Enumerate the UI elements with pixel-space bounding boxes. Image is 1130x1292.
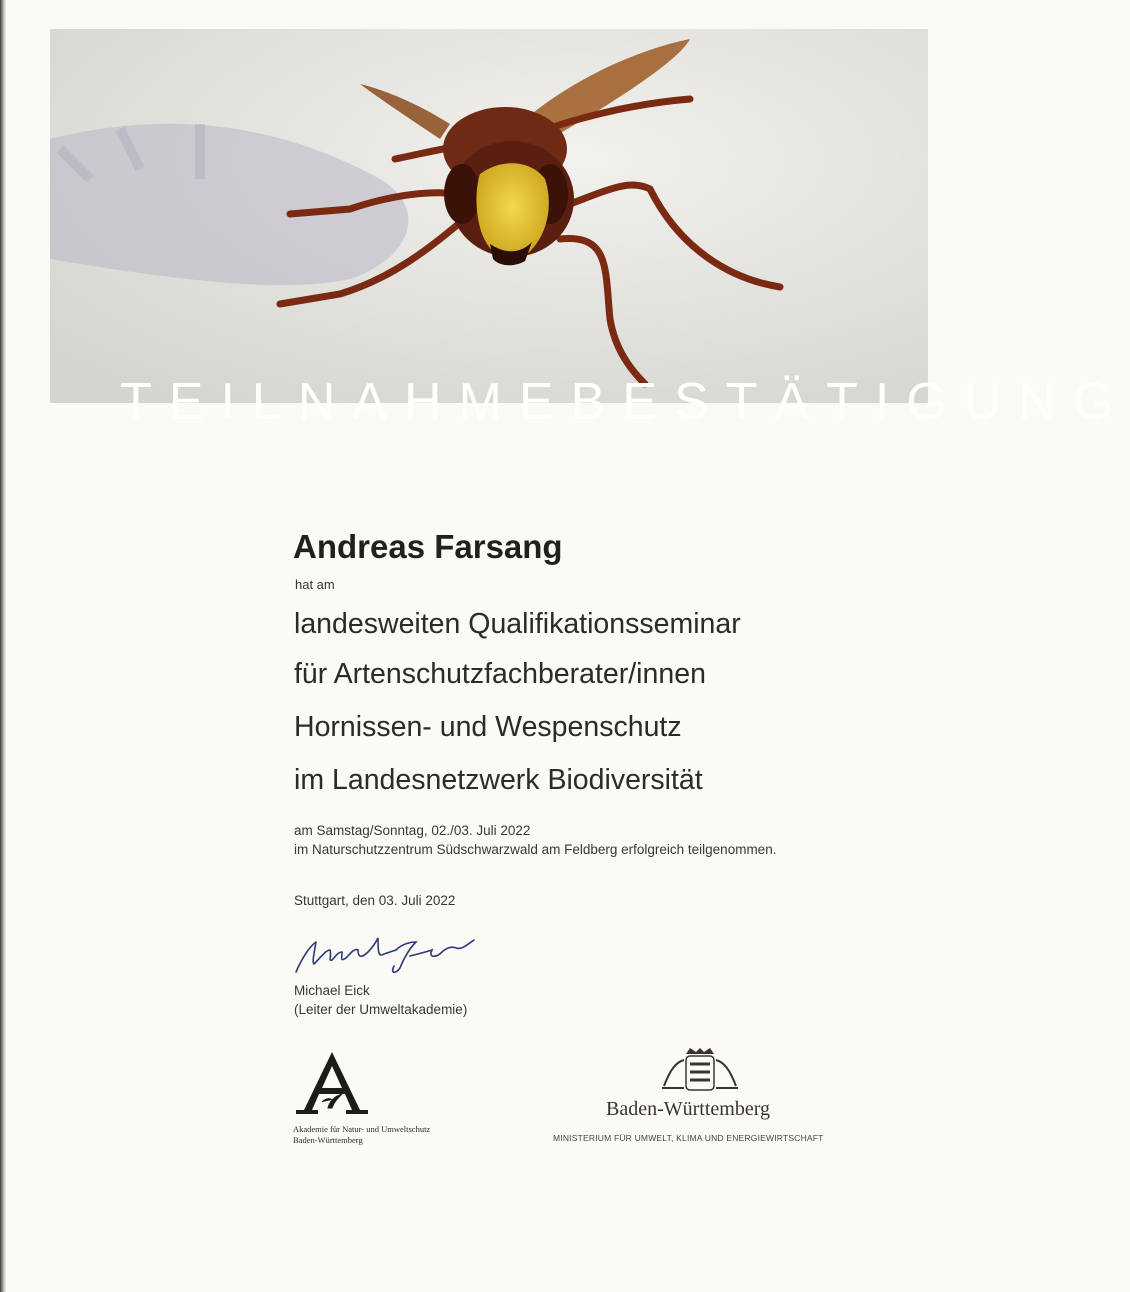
seminar-line-2: für Artenschutzfachberater/innen — [294, 658, 706, 690]
seminar-line-4: im Landesnetzwerk Biodiversität — [294, 764, 703, 796]
akademie-caption-line1: Akademie für Natur- und Umweltschutz — [293, 1124, 431, 1134]
akademie-caption — [293, 1124, 430, 1146]
place-date: Stuttgart, den 03. Juli 2022 — [294, 893, 456, 908]
signatory-name: Michael Eick — [294, 983, 370, 998]
signature — [292, 928, 482, 983]
ministry-state-name: Baden-Württemberg — [606, 1098, 771, 1120]
seminar-line-3: Hornissen- und Wespenschutz — [294, 711, 682, 743]
banner-title: TEILNAHMEBESTÄTIGUNG — [120, 373, 1130, 431]
coat-of-arms-icon — [660, 1048, 740, 1099]
seminar-line-1: landesweiten Qualifikationsseminar — [294, 608, 741, 640]
ministry-name: MINISTERIUM FÜR UMWELT, KLIMA UND ENERGIEWIRTSCHAFT — [553, 1133, 824, 1143]
date-line: am Samstag/Sonntag, 02./03. Juli 2022 — [294, 823, 531, 838]
hornet-photo — [50, 29, 1130, 431]
hornet-illustration — [50, 29, 928, 403]
intro-text: hat am — [295, 577, 335, 592]
page-edge — [0, 0, 6, 1292]
location-line: im Naturschutzzentrum Südschwarzwald am Feldberg erfolgreich teilgenommen. — [294, 842, 777, 857]
participant-name: Andreas Farsang — [293, 528, 563, 565]
signatory-role: (Leiter der Umweltakademie) — [294, 1002, 468, 1017]
akademie-caption-line2: Baden-Württemberg — [293, 1135, 363, 1145]
akademie-logo — [292, 1048, 372, 1123]
